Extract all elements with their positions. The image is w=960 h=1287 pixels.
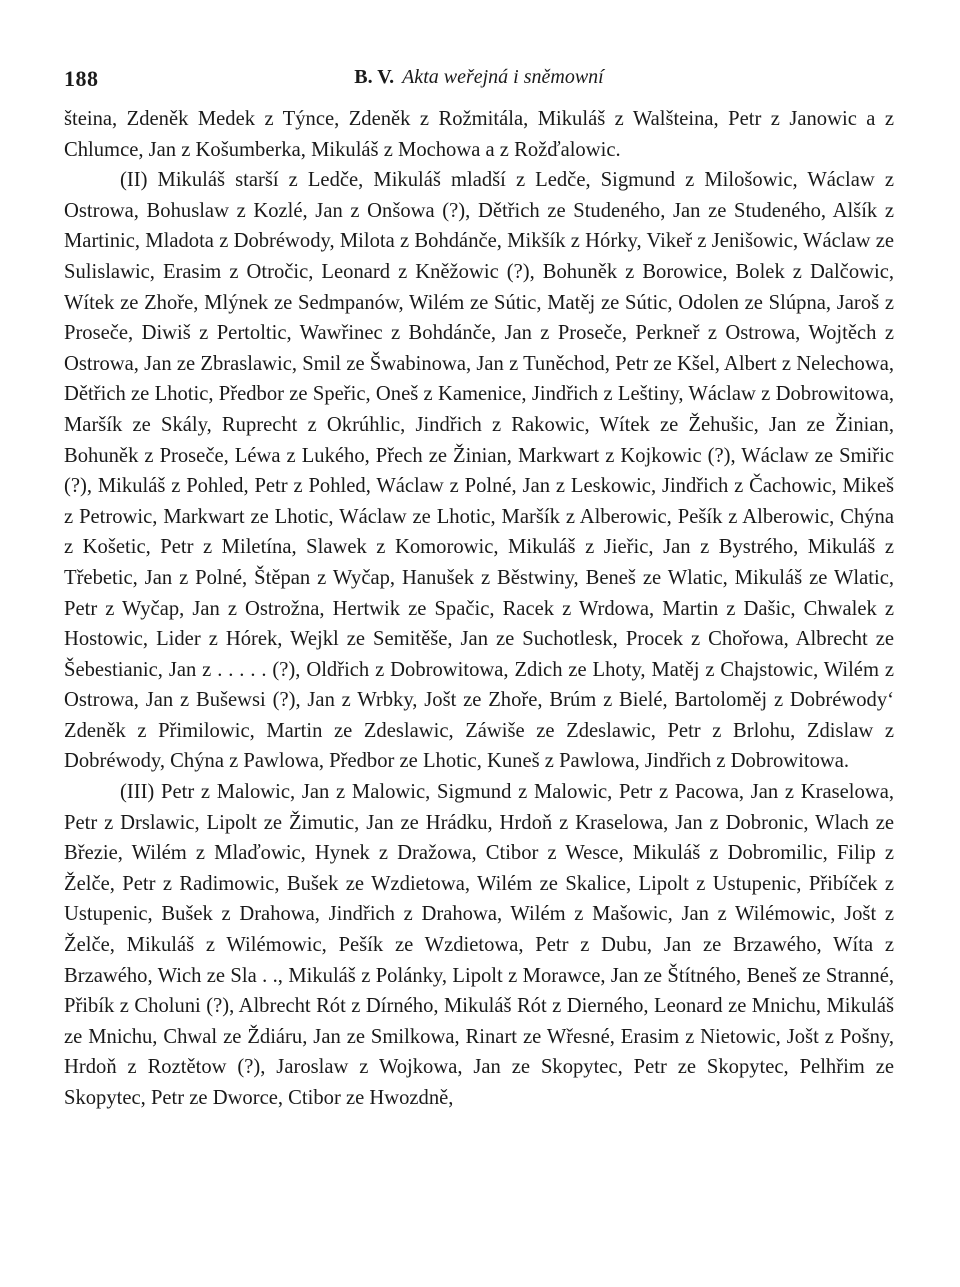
- body-text: [64, 104, 894, 1114]
- paragraph-section-ii: (II) Mikuláš starší z Ledče, Mikuláš mladší z Ledče, Sigmund z Milošowic, Wáclaw z Ostrowa, Bohuslaw z Kozlé, Jan z Onšowa (?), Dětřich ze Studeného, Jan ze Studeného, Alšík z Martinic, Mladota z Dobréwody, Milota z Bohdánče, Mikšík z Hórky, Vikeř z Jenišowic, Wáclaw ze Sulislawic, Erasim z Otročic, Leonard z Kněžowic (?), Bohuněk z Borowice, Bolek z Dalčowic, Wítek ze Zhoře, Mlýnek ze Sedmpanów, Wilém ze Sútic, Matěj ze Sútic, Odolen ze Slúpna, Jaroš z Proseče, Diwiš z Pertoltic, Wawřinec z Bohdánče, Jan z Proseče, Perkneř z Ostrowa, Wojtěch z Ostrowa, Jan ze Zbraslawic, Smil ze Šwabinowa, Jan z Tuněchod, Petr ze Kšel, Albert z Nelechowa, Dětřich ze Lhotic, Předbor ze Speřic, Oneš z Kamenice, Jindřich z Leštiny, Wáclaw z Dobrowitowa, Maršík ze Skály, Ruprecht z Okrúhlic, Jindřich z Rakowic, Wítek ze Žehušic, Jan ze Žinian, Bohuněk z Proseče, Léwa z Lukého, Přech ze Žinian, Markwart z Kojkowic (?), Wáclaw ze Smiřic (?), Mikuláš z Pohled, Petr z Pohled, Wáclaw z Polné, Jan z Leskowic, Jindřich z Čachowic, Mikeš z Petrowic, Markwart ze Lhotic, Wáclaw ze Lhotic, Maršík z Alberowic, Pešík z Alberowic, Chýna z Košetic, Petr z Miletína, Slawek z Komorowic, Mikuláš z Jieřic, Jan z Bystrého, Mikuláš z Třebetic, Jan z Polné, Štěpan z Wyčap, Hanušek z Běstwiny, Beneš ze Wlatic, Mikuláš ze Wlatic, Petr z Wyčap, Jan z Ostrožna, Hertwik ze Spačic, Racek z Wrdowa, Martin z Dašic, Chwalek z Hostowic, Lider z Hórek, Wejkl ze Semitěše, Jan ze Suchotlesk, Procek z Chořowa, Albrecht ze Šebestianic, Jan z . . . . . (?), Oldřich z Dobrowitowa, Zdich ze Lhoty, Matěj z Chajstowic, Wilém z Ostrowa, Jan z Bušewsi (?), Jan z Wrbky, Jošt ze Zhoře, Brúm z Bielé, Bartoloměj z Dobréwody‘ Zdeněk z Přimilowic, Martin ze Zdeslawic, Záwiše ze Zdeslawic, Petr z Brlohu, Zdislaw z Dobréwody, Chýna z Pawlowa, Předbor ze Lhotic, Kuneš z Pawlowa, Jindřich z Dobrowitowa.: [64, 169, 894, 773]
- paragraph-continuation: šteina, Zdeněk Medek z Týnce, Zdeněk z Rožmitála, Mikuláš z Walšteina, Petr z Janowic a z Chlumce, Jan z Košumberka, Mikuláš z Mochowa a z Rožďalowic.: [64, 108, 894, 161]
- page-number: 188: [64, 66, 99, 91]
- running-title: Akta weřejná i sněmowní: [402, 66, 604, 88]
- paragraph-section-iii: (III) Petr z Malowic, Jan z Malowic, Sigmund z Malowic, Petr z Pacowa, Jan z Kraselowa, Petr z Drslawic, Lipolt ze Žimutic, Jan ze Hrádku, Hrdoň z Kraselowa, Jan z Dobronic, Wlach ze Březie, Wilém z Mlaďowic, Hynek z Dražowa, Ctibor z Wesce, Mikuláš z Dobromilic, Filip z Želče, Petr z Radimowic, Bušek ze Wzdietowa, Wilém ze Skalice, Lipolt z Ustupenic, Přibíček z Ustupenic, Bušek z Drahowa, Jindřich z Drahowa, Wilém z Mašowic, Jan z Wilémowic, Jošt z Želče, Mikuláš z Wilémowic, Pešík ze Wzdietowa, Petr z Dubu, Jan ze Brzawého, Wíta z Brzawého, Wich ze Sla . ., Mikuláš z Polánky, Lipolt z Morawce, Jan ze Štítného, Beneš ze Stranné, Přibík z Choluni (?), Albrecht Rót z Dírného, Mikuláš Rót z Dierného, Leonard ze Mnichu, Mikuláš ze Mnichu, Chwal ze Ždiáru, Jan ze Smilkowa, Rinart ze Wřesné, Erasim z Nietowic, Jošt z Pošny, Hrdoň z Roztětow (?), Jaroslaw z Wojkowa, Jan ze Skopytec, Petr ze Skopytec, Pelhřim ze Skopytec, Petr ze Dworce, Ctibor ze Hwozdně,: [64, 781, 894, 1109]
- page-header: [64, 60, 894, 104]
- document-page: [64, 60, 894, 1114]
- running-head: [64, 66, 894, 89]
- section-label: B. V.: [354, 66, 395, 88]
